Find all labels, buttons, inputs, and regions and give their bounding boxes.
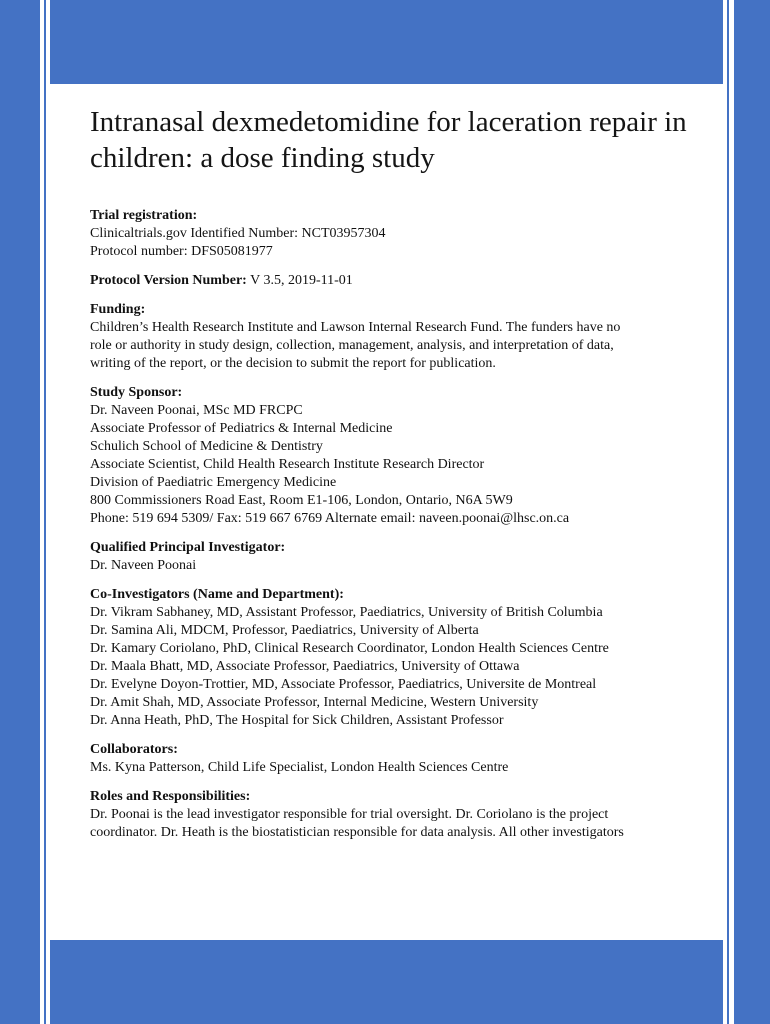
text-line: Protocol number: DFS05081977 bbox=[90, 244, 273, 259]
text-line: Clinicaltrials.gov Identified Number: NCT03957304 bbox=[90, 226, 386, 241]
section-heading: Study Sponsor: bbox=[90, 385, 183, 400]
protocol-version-value: V 3.5, 2019-11-01 bbox=[246, 273, 353, 288]
section-heading: Co-Investigators (Name and Department): bbox=[90, 587, 344, 602]
footer-band bbox=[50, 940, 723, 1024]
header-band bbox=[50, 0, 723, 84]
text-line: writing of the report, or the decision to submit the report for publication. bbox=[90, 356, 496, 371]
roles-section bbox=[90, 788, 690, 842]
text-line: 800 Commissioners Road East, Room E1-106, London, Ontario, N6A 5W9 bbox=[90, 493, 513, 508]
text-line: Dr. Maala Bhatt, MD, Associate Professor, Paediatrics, University of Ottawa bbox=[90, 659, 520, 674]
text-line: Children’s Health Research Institute and Lawson Internal Research Fund. The funders have no bbox=[90, 320, 621, 335]
text-line: role or authority in study design, collection, management, analysis, and interpretation of data, bbox=[90, 338, 614, 353]
text-line: Associate Scientist, Child Health Research Institute Research Director bbox=[90, 457, 485, 472]
right-border-line bbox=[727, 0, 729, 1024]
section-heading: Funding: bbox=[90, 302, 146, 317]
study-sponsor-section bbox=[90, 384, 690, 528]
text-line: Dr. Naveen Poonai bbox=[90, 558, 197, 573]
principal-investigator-section bbox=[90, 539, 690, 575]
right-blue-strip bbox=[734, 0, 770, 1024]
trial-registration-section bbox=[90, 207, 690, 261]
funding-section bbox=[90, 301, 690, 373]
left-blue-strip bbox=[0, 0, 40, 1024]
section-heading: Roles and Responsibilities: bbox=[90, 789, 251, 804]
left-border-line bbox=[44, 0, 46, 1024]
text-line: Phone: 519 694 5309/ Fax: 519 667 6769 Alternate email: naveen.poonai@lhsc.on.ca bbox=[90, 511, 570, 526]
text-line: Dr. Naveen Poonai, MSc MD FRCPC bbox=[90, 403, 303, 418]
text-line: Dr. Vikram Sabhaney, MD, Assistant Professor, Paediatrics, University of British Columbia bbox=[90, 605, 603, 620]
text-line: Dr. Evelyne Doyon-Trottier, MD, Associate Professor, Paediatrics, Universite de Montreal bbox=[90, 677, 597, 692]
text-line: Schulich School of Medicine & Dentistry bbox=[90, 439, 323, 454]
section-heading: Trial registration: bbox=[90, 208, 198, 223]
protocol-version-section bbox=[90, 272, 690, 290]
text-line: Dr. Poonai is the lead investigator responsible for trial oversight. Dr. Coriolano is the project bbox=[90, 807, 609, 822]
text-line: coordinator. Dr. Heath is the biostatistician responsible for data analysis. All other investigators bbox=[90, 825, 624, 840]
text-line: Division of Paediatric Emergency Medicine bbox=[90, 475, 337, 490]
text-line: Ms. Kyna Patterson, Child Life Specialist, London Health Sciences Centre bbox=[90, 760, 509, 775]
collaborators-section bbox=[90, 741, 690, 777]
text-line: Dr. Kamary Coriolano, PhD, Clinical Research Coordinator, London Health Sciences Centre bbox=[90, 641, 609, 656]
protocol-version-label: Protocol Version Number: bbox=[90, 273, 247, 288]
text-line: Associate Professor of Pediatrics & Internal Medicine bbox=[90, 421, 393, 436]
text-line: Dr. Amit Shah, MD, Associate Professor, Internal Medicine, Western University bbox=[90, 695, 539, 710]
text-line: Dr. Samina Ali, MDCM, Professor, Paediatrics, University of Alberta bbox=[90, 623, 479, 638]
text-line: Dr. Anna Heath, PhD, The Hospital for Sick Children, Assistant Professor bbox=[90, 713, 504, 728]
protocol-version-line bbox=[90, 272, 690, 290]
co-investigators-section bbox=[90, 586, 690, 730]
document-body bbox=[90, 104, 690, 853]
document-title: Intranasal dexmedetomidine for laceration repair in children: a dose finding study bbox=[90, 106, 687, 174]
section-heading: Collaborators: bbox=[90, 742, 178, 757]
section-heading: Qualified Principal Investigator: bbox=[90, 540, 286, 555]
